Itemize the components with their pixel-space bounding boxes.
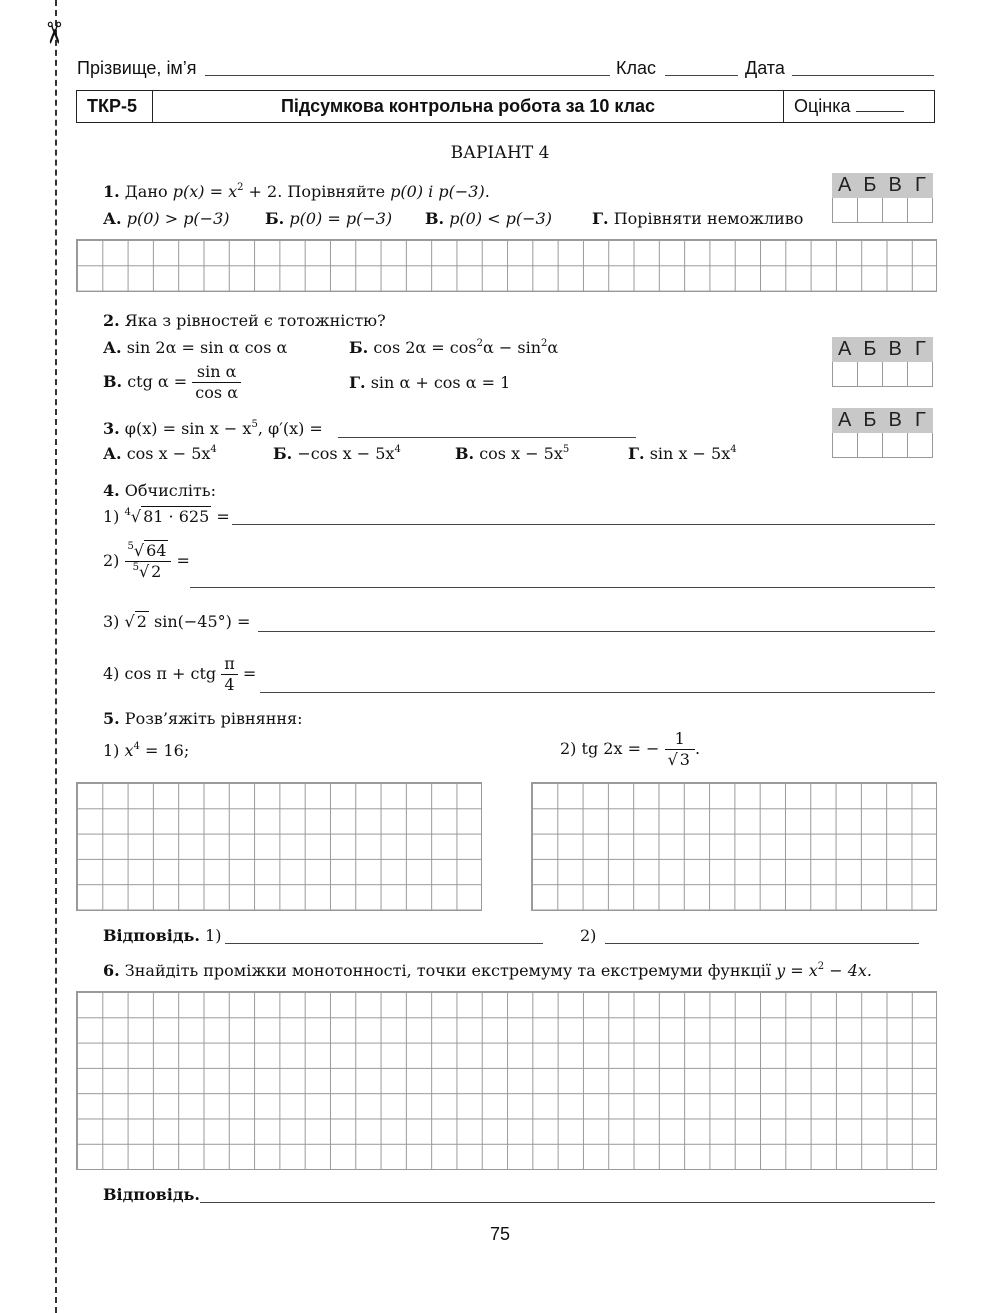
task-4-part-3-answer-line[interactable] — [258, 631, 935, 632]
task-6-answer-label: Відповідь. — [103, 1185, 200, 1204]
task-6-work-grid[interactable] — [76, 991, 937, 1170]
scissors-icon: ✂ — [35, 20, 71, 46]
task-3-answer-box[interactable]: А Б В Г — [832, 408, 933, 458]
task-4-part-1: 1) $^4$√ 81 · 625 = — [103, 507, 230, 526]
task-4-question: 4. Обчисліть: — [103, 481, 216, 500]
task-4-part-2: 2) $\frac{^5√ 64}{^5√ 2}$ = — [103, 541, 190, 581]
task-1-option-b: Б. p(0) = p(−3) — [265, 209, 393, 228]
cut-line — [55, 0, 57, 1313]
task-3-option-b: Б. −cos $x - 5x^4$ — [273, 444, 401, 463]
task-3-question: 3. $\varphi(x) = \sin x - x^5$, φ′(x) = — [103, 419, 323, 438]
task-5-question: 5. Розв’яжіть рівняння: — [103, 709, 303, 728]
task-1-option-d: Г. Порівняти неможливо — [592, 209, 804, 228]
test-code: ТКР-5 — [77, 91, 153, 123]
task-4-part-4: 4) cos π + ctg $\frac{\pi}{4}$ = — [103, 654, 257, 694]
header-table — [76, 90, 935, 123]
class-field[interactable] — [665, 75, 738, 76]
task-4-part-4-answer-line[interactable] — [260, 692, 935, 693]
task-3-option-d: Г. $\sin x - 5x^4$ — [628, 444, 737, 463]
task-5-answer-row: Відповідь. 1) — [103, 926, 222, 945]
grade-label: Оцінка — [794, 96, 851, 116]
task-2-question: 2. Яка з рівностей є тотожністю? — [103, 311, 386, 330]
grade-field[interactable] — [856, 111, 904, 112]
task-5-part-1-grid[interactable] — [76, 782, 482, 911]
name-field[interactable] — [205, 75, 610, 76]
task-2-option-a: А. sin 2α = sin α cos α — [103, 338, 288, 357]
task-5-answer-2-label: 2) — [580, 926, 597, 945]
date-field[interactable] — [792, 75, 934, 76]
test-title: Підсумкова контрольна робота за 10 клас — [153, 91, 784, 123]
task-3-option-c: В. $\cos x - 5x^5$ — [455, 444, 570, 463]
page-number: 75 — [489, 1224, 511, 1244]
task-1-question: 1. Дано $p(x) = x^2 + 2$. Порівняйте p(0) і p(−3). — [103, 182, 490, 201]
class-label: Клас — [616, 58, 656, 78]
task-4-part-3: 3) √ 2 sin(−45°) = — [103, 612, 251, 631]
task-5-part-1: 1) $x^4 = 16$; — [103, 741, 190, 760]
name-label: Прізвище, ім’я — [77, 58, 197, 78]
task-5-answer-1-line[interactable] — [225, 943, 543, 944]
grade-cell — [784, 91, 935, 123]
task-2-answer-box[interactable]: А Б В Г — [832, 337, 933, 387]
task-3-option-a: А. $\cos x - 5x^4$ — [103, 444, 217, 463]
task-6-answer-line[interactable] — [200, 1202, 935, 1203]
task-1-option-a: А. p(0) > p(−3) — [103, 209, 230, 228]
task-2-option-c: В. ctg α = $\frac{\text{sin α}}{\text{cos α}}$ — [103, 362, 241, 403]
task-4-part-1-answer-line[interactable] — [232, 524, 935, 525]
task-5-part-2: 2) tg 2x = − $\frac{1}{√ 3}$ . — [560, 729, 701, 769]
date-label: Дата — [745, 58, 785, 78]
task-2-option-d: Г. sin α + cos α = 1 — [349, 373, 511, 392]
task-5-answer-2-line[interactable] — [605, 943, 919, 944]
task-3-answer-line[interactable] — [338, 437, 636, 438]
task-4-part-2-answer-line[interactable] — [190, 587, 935, 588]
task-2-option-b: Б. $\cos 2\alpha = \cos^2\alpha - \sin^2\alpha$ — [349, 338, 559, 357]
task-5-part-2-grid[interactable] — [531, 782, 937, 911]
task-1-work-grid[interactable] — [76, 239, 937, 292]
task-6-question: 6. Знайдіть проміжки монотонності, точки екстремуму та екстремуми функції $y = x^2 - 4x$. — [103, 961, 872, 980]
task-1-option-c: В. p(0) < p(−3) — [425, 209, 552, 228]
variant-title: ВАРІАНТ 4 — [450, 143, 550, 163]
task-1-answer-box[interactable]: А Б В Г — [832, 173, 933, 223]
